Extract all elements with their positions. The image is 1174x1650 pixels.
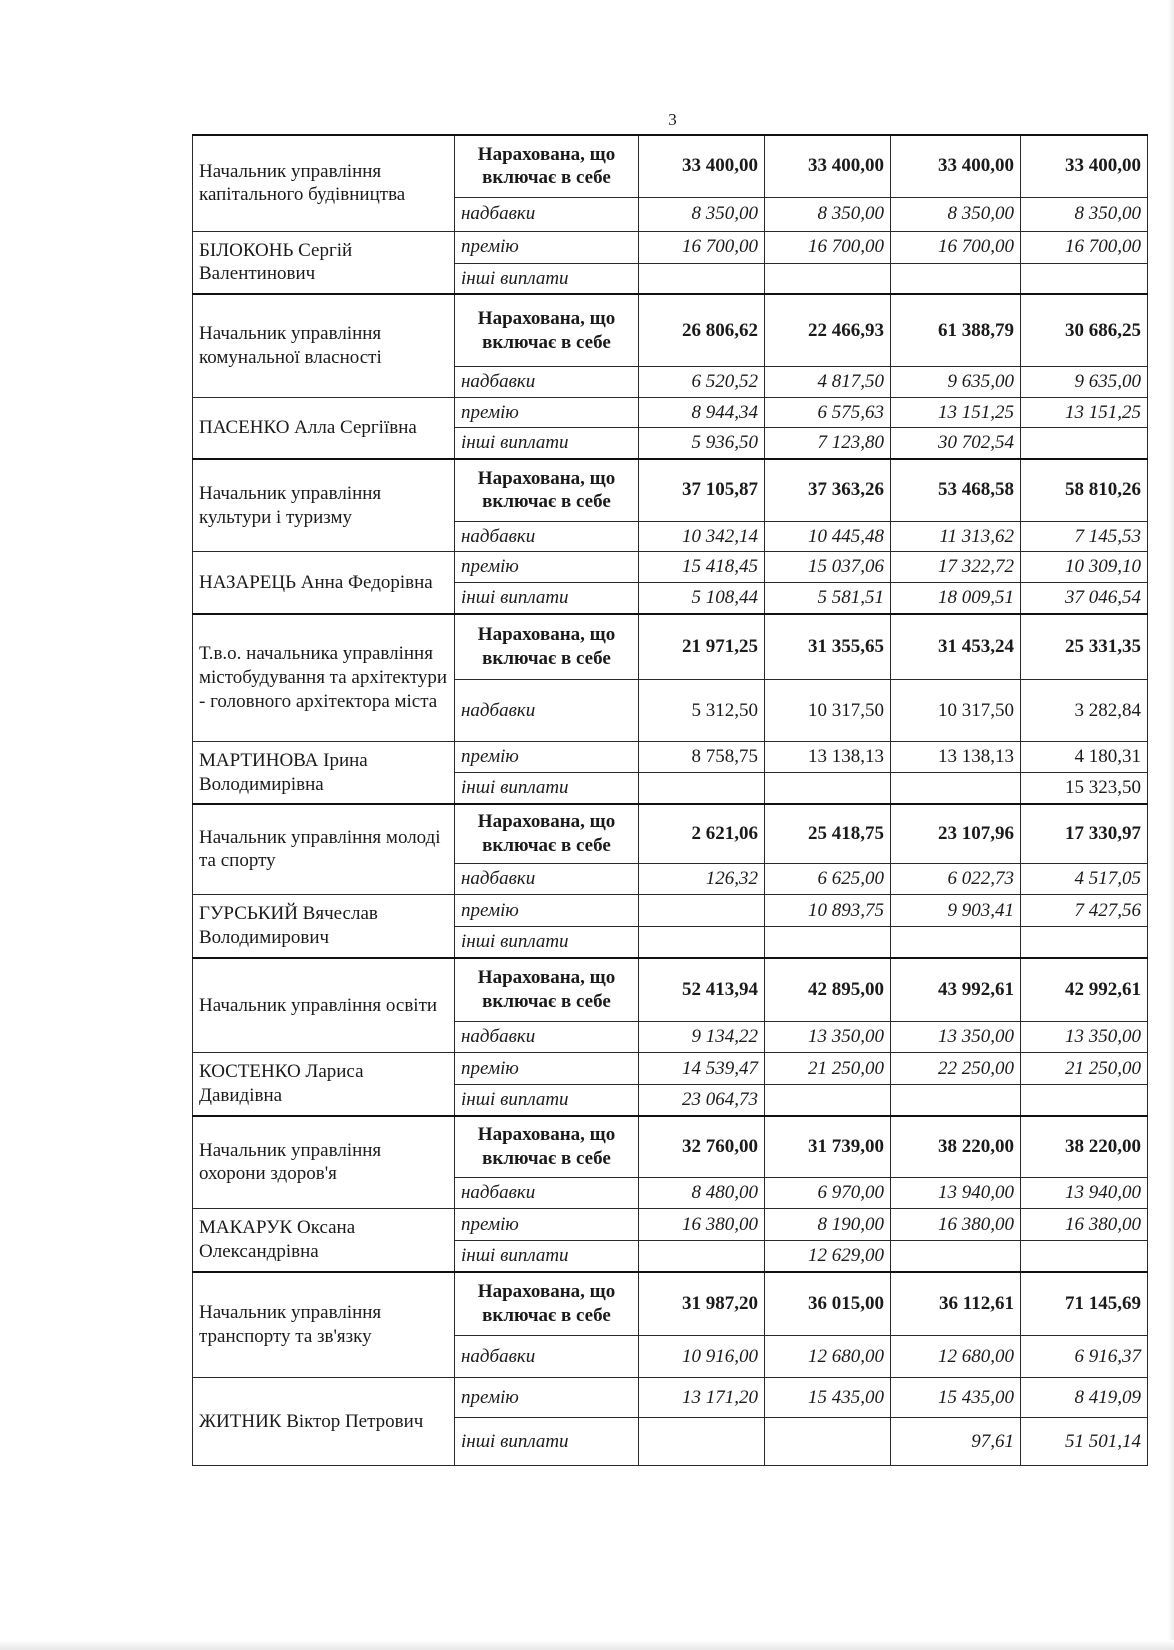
person-name: КОСТЕНКО Лариса Давидівна xyxy=(193,1053,455,1116)
value-cell: 10 916,00 xyxy=(639,1336,765,1378)
value-cell: 15 418,45 xyxy=(639,552,765,583)
row-label: премію xyxy=(455,231,639,263)
value-cell: 2 621,06 xyxy=(639,804,765,864)
value-cell: 10 342,14 xyxy=(639,521,765,552)
value-cell: 31 355,65 xyxy=(765,614,891,680)
value-cell xyxy=(765,773,891,804)
value-cell xyxy=(639,1241,765,1272)
position-title: Начальник управління культури і туризму xyxy=(193,459,455,552)
value-cell xyxy=(891,927,1021,958)
value-cell: 16 700,00 xyxy=(639,231,765,263)
row-label: Нарахована, що включає в себе xyxy=(455,1272,639,1336)
value-cell: 4 517,05 xyxy=(1021,864,1148,895)
value-cell: 42 992,61 xyxy=(1021,958,1148,1022)
block-first-row xyxy=(193,294,1148,366)
value-cell: 10 317,50 xyxy=(765,680,891,742)
value-cell: 71 145,69 xyxy=(1021,1272,1148,1336)
value-cell xyxy=(765,927,891,958)
row-label: премію xyxy=(455,552,639,583)
row-label: премію xyxy=(455,397,639,428)
value-cell: 5 312,50 xyxy=(639,680,765,742)
value-cell: 33 400,00 xyxy=(765,135,891,197)
value-cell: 38 220,00 xyxy=(1021,1116,1148,1178)
value-cell: 13 350,00 xyxy=(765,1022,891,1053)
table-row xyxy=(193,231,1148,263)
table-row xyxy=(193,552,1148,583)
block-first-row xyxy=(193,459,1148,521)
value-cell: 52 413,94 xyxy=(639,958,765,1022)
value-cell: 13 151,25 xyxy=(891,397,1021,428)
row-label: інші виплати xyxy=(455,1085,639,1116)
position-title: Т.в.о. начальника управління містобудування та архітектури - головного архітектора міста xyxy=(193,614,455,742)
value-cell: 10 893,75 xyxy=(765,895,891,927)
value-cell: 33 400,00 xyxy=(639,135,765,197)
value-cell: 6 625,00 xyxy=(765,864,891,895)
value-cell: 13 138,13 xyxy=(765,742,891,773)
person-name: МАКАРУК Оксана Олександрівна xyxy=(193,1209,455,1272)
value-cell: 53 468,58 xyxy=(891,459,1021,521)
row-label: надбавки xyxy=(455,1178,639,1209)
person-name: НАЗАРЕЦЬ Анна Федорівна xyxy=(193,552,455,614)
row-label: інші виплати xyxy=(455,773,639,804)
value-cell: 15 435,00 xyxy=(765,1378,891,1418)
value-cell: 8 190,00 xyxy=(765,1209,891,1241)
position-title: Начальник управління освіти xyxy=(193,958,455,1053)
value-cell: 21 250,00 xyxy=(765,1053,891,1085)
row-label: премію xyxy=(455,1053,639,1085)
value-cell: 37 363,26 xyxy=(765,459,891,521)
value-cell: 7 145,53 xyxy=(1021,521,1148,552)
value-cell xyxy=(765,1418,891,1466)
value-cell: 38 220,00 xyxy=(891,1116,1021,1178)
value-cell: 21 971,25 xyxy=(639,614,765,680)
person-name: ГУРСЬКИЙ Вячеслав Володимирович xyxy=(193,895,455,958)
value-cell: 58 810,26 xyxy=(1021,459,1148,521)
position-title: Начальник управління охорони здоров'я xyxy=(193,1116,455,1209)
value-cell: 13 940,00 xyxy=(1021,1178,1148,1209)
row-label: інші виплати xyxy=(455,263,639,294)
value-cell: 33 400,00 xyxy=(1021,135,1148,197)
value-cell: 25 331,35 xyxy=(1021,614,1148,680)
value-cell: 8 419,09 xyxy=(1021,1378,1148,1418)
row-label: Нарахована, що включає в себе xyxy=(455,958,639,1022)
value-cell xyxy=(639,263,765,294)
position-title: Начальник управління молоді та спорту xyxy=(193,804,455,895)
value-cell: 9 635,00 xyxy=(891,366,1021,397)
value-cell: 23 064,73 xyxy=(639,1085,765,1116)
table-row xyxy=(193,1209,1148,1241)
person-name: ПАСЕНКО Алла Сергіївна xyxy=(193,397,455,459)
value-cell: 11 313,62 xyxy=(891,521,1021,552)
block-first-row xyxy=(193,614,1148,680)
row-label: Нарахована, що включає в себе xyxy=(455,614,639,680)
value-cell: 8 350,00 xyxy=(891,197,1021,231)
value-cell: 16 380,00 xyxy=(891,1209,1021,1241)
value-cell: 12 629,00 xyxy=(765,1241,891,1272)
value-cell: 8 350,00 xyxy=(639,197,765,231)
value-cell: 16 380,00 xyxy=(1021,1209,1148,1241)
value-cell: 7 427,56 xyxy=(1021,895,1148,927)
table-row xyxy=(193,1378,1148,1418)
value-cell: 6 520,52 xyxy=(639,366,765,397)
position-title: Начальник управління капітального будівництва xyxy=(193,135,455,231)
value-cell: 6 022,73 xyxy=(891,864,1021,895)
value-cell: 8 944,34 xyxy=(639,397,765,428)
value-cell: 13 350,00 xyxy=(1021,1022,1148,1053)
value-cell: 4 817,50 xyxy=(765,366,891,397)
block-first-row xyxy=(193,958,1148,1022)
value-cell: 10 317,50 xyxy=(891,680,1021,742)
value-cell xyxy=(891,1241,1021,1272)
value-cell: 21 250,00 xyxy=(1021,1053,1148,1085)
row-label: інші виплати xyxy=(455,583,639,614)
value-cell: 15 037,06 xyxy=(765,552,891,583)
value-cell: 18 009,51 xyxy=(891,583,1021,614)
value-cell: 16 700,00 xyxy=(891,231,1021,263)
value-cell: 37 046,54 xyxy=(1021,583,1148,614)
value-cell xyxy=(1021,428,1148,459)
value-cell: 13 171,20 xyxy=(639,1378,765,1418)
value-cell: 7 123,80 xyxy=(765,428,891,459)
block-first-row xyxy=(193,1272,1148,1336)
value-cell: 9 903,41 xyxy=(891,895,1021,927)
value-cell xyxy=(1021,927,1148,958)
value-cell: 16 380,00 xyxy=(639,1209,765,1241)
table-row xyxy=(193,1053,1148,1085)
row-label: надбавки xyxy=(455,864,639,895)
value-cell: 97,61 xyxy=(891,1418,1021,1466)
person-name: БІЛОКОНЬ Сергій Валентинович xyxy=(193,231,455,294)
value-cell: 32 760,00 xyxy=(639,1116,765,1178)
row-label: надбавки xyxy=(455,680,639,742)
row-label: інші виплати xyxy=(455,1418,639,1466)
table-row xyxy=(193,895,1148,927)
value-cell: 37 105,87 xyxy=(639,459,765,521)
row-label: надбавки xyxy=(455,366,639,397)
value-cell: 23 107,96 xyxy=(891,804,1021,864)
value-cell xyxy=(639,1418,765,1466)
block-first-row xyxy=(193,135,1148,197)
position-title: Начальник управління комунальної власності xyxy=(193,294,455,397)
value-cell xyxy=(1021,1241,1148,1272)
value-cell: 25 418,75 xyxy=(765,804,891,864)
value-cell: 15 323,50 xyxy=(1021,773,1148,804)
value-cell xyxy=(639,895,765,927)
person-name: МАРТИНОВА Ірина Володимирівна xyxy=(193,742,455,804)
value-cell: 16 700,00 xyxy=(1021,231,1148,263)
value-cell: 6 916,37 xyxy=(1021,1336,1148,1378)
row-label: інші виплати xyxy=(455,1241,639,1272)
page-number-wrap xyxy=(0,110,1174,130)
value-cell: 15 435,00 xyxy=(891,1378,1021,1418)
value-cell: 3 282,84 xyxy=(1021,680,1148,742)
block-first-row xyxy=(193,1116,1148,1178)
value-cell: 31 453,24 xyxy=(891,614,1021,680)
position-title: Начальник управління транспорту та зв'язку xyxy=(193,1272,455,1378)
value-cell xyxy=(891,263,1021,294)
row-label: премію xyxy=(455,1378,639,1418)
value-cell: 17 322,72 xyxy=(891,552,1021,583)
value-cell xyxy=(639,773,765,804)
value-cell xyxy=(1021,263,1148,294)
block-first-row xyxy=(193,804,1148,864)
value-cell: 13 940,00 xyxy=(891,1178,1021,1209)
value-cell: 36 015,00 xyxy=(765,1272,891,1336)
row-label: надбавки xyxy=(455,197,639,231)
row-label: Нарахована, що включає в себе xyxy=(455,804,639,864)
row-label: Нарахована, що включає в себе xyxy=(455,1116,639,1178)
value-cell: 10 445,48 xyxy=(765,521,891,552)
value-cell: 13 350,00 xyxy=(891,1022,1021,1053)
scan-shadow xyxy=(0,1640,1174,1650)
value-cell: 12 680,00 xyxy=(891,1336,1021,1378)
value-cell: 30 702,54 xyxy=(891,428,1021,459)
value-cell: 33 400,00 xyxy=(891,135,1021,197)
row-label: інші виплати xyxy=(455,927,639,958)
value-cell: 8 350,00 xyxy=(765,197,891,231)
value-cell: 126,32 xyxy=(639,864,765,895)
value-cell: 43 992,61 xyxy=(891,958,1021,1022)
row-label: надбавки xyxy=(455,1022,639,1053)
value-cell: 8 758,75 xyxy=(639,742,765,773)
value-cell: 8 480,00 xyxy=(639,1178,765,1209)
row-label: надбавки xyxy=(455,1336,639,1378)
row-label: надбавки xyxy=(455,521,639,552)
value-cell: 61 388,79 xyxy=(891,294,1021,366)
value-cell: 51 501,14 xyxy=(1021,1418,1148,1466)
row-label: інші виплати xyxy=(455,428,639,459)
row-label: премію xyxy=(455,742,639,773)
scan-edge xyxy=(1168,0,1174,1650)
value-cell: 9 635,00 xyxy=(1021,366,1148,397)
value-cell: 14 539,47 xyxy=(639,1053,765,1085)
value-cell: 17 330,97 xyxy=(1021,804,1148,864)
row-label: премію xyxy=(455,1209,639,1241)
value-cell xyxy=(1021,1085,1148,1116)
value-cell xyxy=(891,1085,1021,1116)
person-name: ЖИТНИК Віктор Петрович xyxy=(193,1378,455,1466)
value-cell: 12 680,00 xyxy=(765,1336,891,1378)
value-cell: 26 806,62 xyxy=(639,294,765,366)
row-label: Нарахована, що включає в себе xyxy=(455,294,639,366)
salary-table xyxy=(192,134,1148,1466)
value-cell: 5 108,44 xyxy=(639,583,765,614)
value-cell: 16 700,00 xyxy=(765,231,891,263)
value-cell: 10 309,10 xyxy=(1021,552,1148,583)
value-cell: 31 739,00 xyxy=(765,1116,891,1178)
value-cell: 4 180,31 xyxy=(1021,742,1148,773)
value-cell: 8 350,00 xyxy=(1021,197,1148,231)
value-cell: 6 970,00 xyxy=(765,1178,891,1209)
value-cell: 13 151,25 xyxy=(1021,397,1148,428)
value-cell xyxy=(639,927,765,958)
page-number: 3 xyxy=(668,110,677,129)
value-cell: 5 936,50 xyxy=(639,428,765,459)
row-label: Нарахована, що включає в себе xyxy=(455,135,639,197)
value-cell: 5 581,51 xyxy=(765,583,891,614)
table-row xyxy=(193,397,1148,428)
value-cell xyxy=(891,773,1021,804)
value-cell: 22 466,93 xyxy=(765,294,891,366)
value-cell: 31 987,20 xyxy=(639,1272,765,1336)
value-cell: 13 138,13 xyxy=(891,742,1021,773)
table-row xyxy=(193,742,1148,773)
value-cell: 6 575,63 xyxy=(765,397,891,428)
value-cell: 42 895,00 xyxy=(765,958,891,1022)
value-cell: 9 134,22 xyxy=(639,1022,765,1053)
value-cell: 36 112,61 xyxy=(891,1272,1021,1336)
row-label: премію xyxy=(455,895,639,927)
value-cell xyxy=(765,1085,891,1116)
value-cell xyxy=(765,263,891,294)
value-cell: 30 686,25 xyxy=(1021,294,1148,366)
value-cell: 22 250,00 xyxy=(891,1053,1021,1085)
row-label: Нарахована, що включає в себе xyxy=(455,459,639,521)
